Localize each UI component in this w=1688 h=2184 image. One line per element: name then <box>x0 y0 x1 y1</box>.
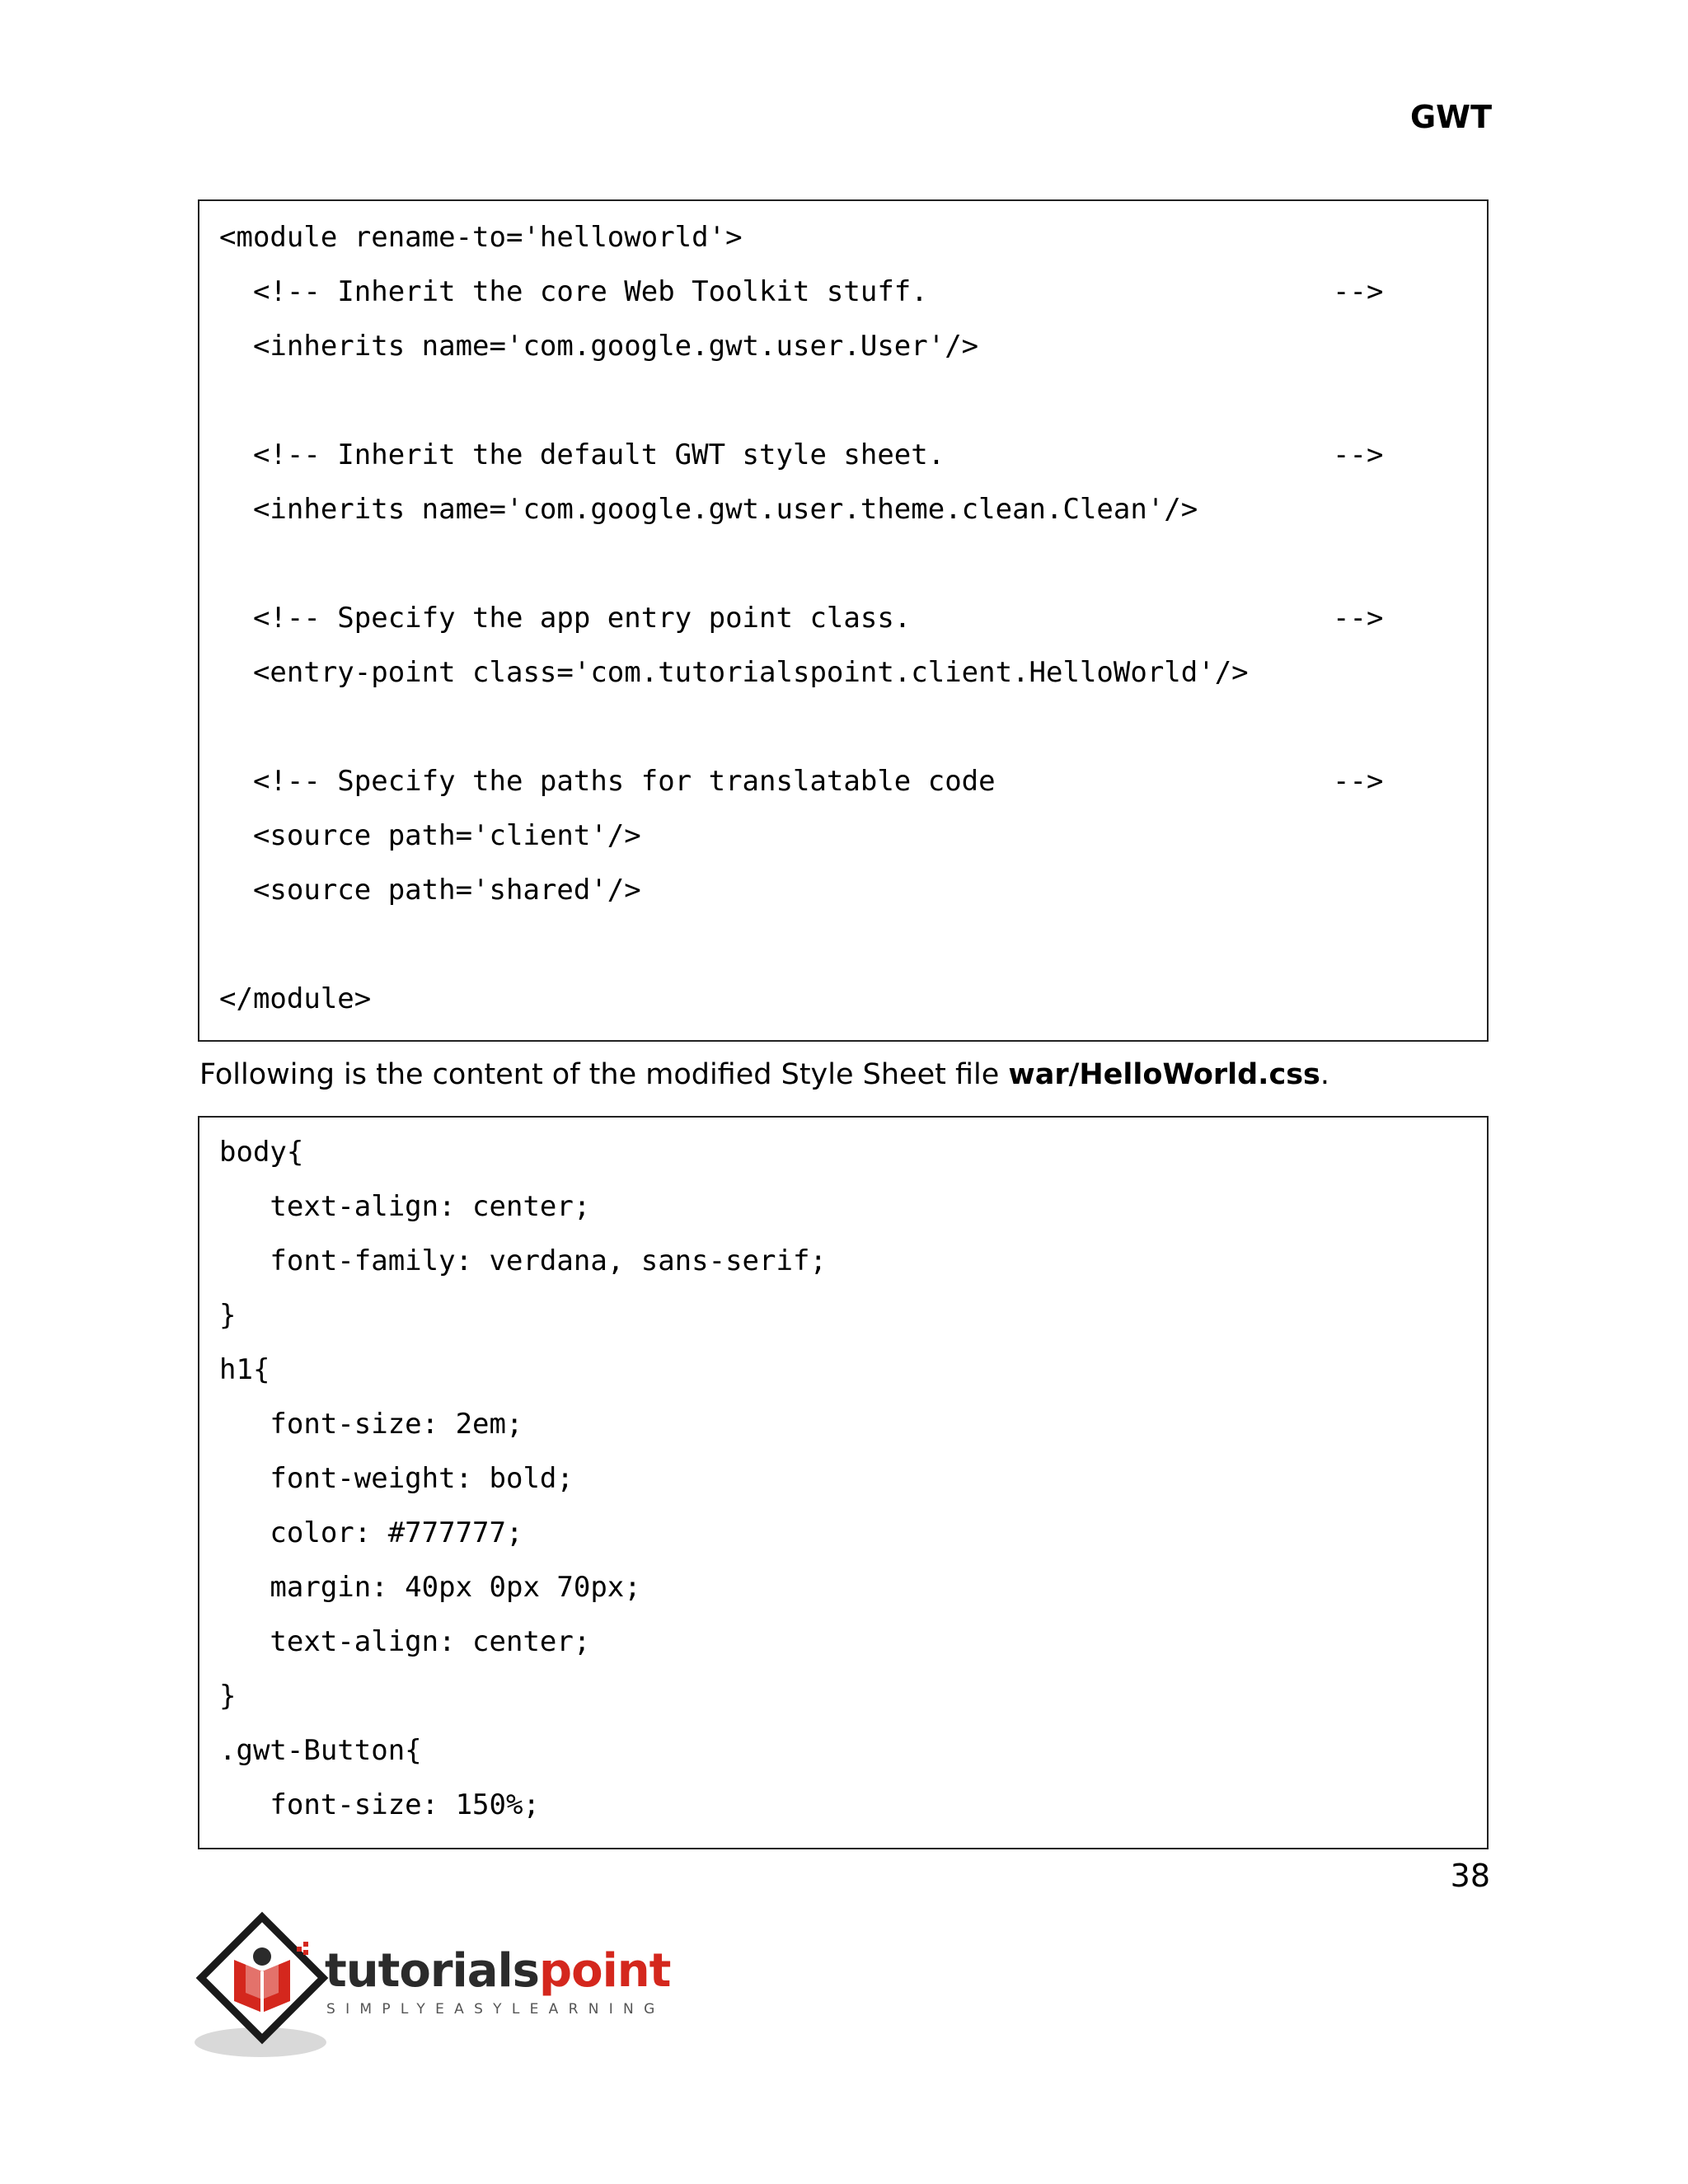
code-line: font-family: verdana, sans-serif; <box>219 1244 827 1277</box>
code-line: h1{ <box>219 1353 270 1386</box>
code-line: } <box>219 1680 237 1713</box>
xml-code-block <box>198 199 1489 1042</box>
code-line: } <box>219 1299 237 1332</box>
code-line: <source path='client'/> <box>219 819 641 852</box>
intro-paragraph <box>199 1055 1329 1094</box>
css-filename: war/HelloWorld.css <box>1008 1058 1320 1091</box>
code-line: <source path='shared'/> <box>219 874 641 907</box>
code-line: <entry-point class='com.tutorialspoint.client.HelloWorld'/> <box>219 656 1249 689</box>
logo-word-point: point <box>539 1944 671 1998</box>
page-header-title: GWT <box>1409 99 1492 135</box>
code-line: <!-- Specify the app entry point class. --> <box>219 602 1384 635</box>
code-line: <!-- Specify the paths for translatable code --> <box>219 765 1384 798</box>
code-line: font-weight: bold; <box>219 1462 574 1495</box>
paragraph-text: Following is the content of the modified Style Sheet file <box>199 1058 1009 1091</box>
code-line: <module rename-to='helloworld'> <box>219 221 743 254</box>
tutorialspoint-logo <box>195 1910 671 2067</box>
code-line: <inherits name='com.google.gwt.user.theme.clean.Clean'/> <box>219 493 1198 526</box>
logo-emblem-icon <box>195 1910 335 2067</box>
logo-tagline: SIMPLYEASYLEARNING <box>326 2001 665 2018</box>
paragraph-suffix: . <box>1320 1058 1330 1091</box>
code-line: font-size: 150%; <box>219 1788 540 1821</box>
code-line: <inherits name='com.google.gwt.user.User'/> <box>219 330 979 363</box>
code-line: <!-- Inherit the core Web Toolkit stuff. --> <box>219 275 1384 308</box>
code-line: text-align: center; <box>219 1625 591 1658</box>
css-code-block <box>198 1116 1489 1849</box>
code-line: color: #777777; <box>219 1516 523 1549</box>
code-line: body{ <box>219 1136 304 1169</box>
code-line: font-size: 2em; <box>219 1408 523 1441</box>
code-line: <!-- Inherit the default GWT style sheet. --> <box>219 438 1384 471</box>
code-line: margin: 40px 0px 70px; <box>219 1571 641 1604</box>
code-line: text-align: center; <box>219 1190 591 1223</box>
page-number: 38 <box>1450 1858 1490 1894</box>
logo-word-tutorials: tutorials <box>325 1944 540 1998</box>
code-line: </module> <box>219 982 372 1015</box>
code-line: .gwt-Button{ <box>219 1734 422 1767</box>
logo-wordmark <box>325 1944 671 1998</box>
